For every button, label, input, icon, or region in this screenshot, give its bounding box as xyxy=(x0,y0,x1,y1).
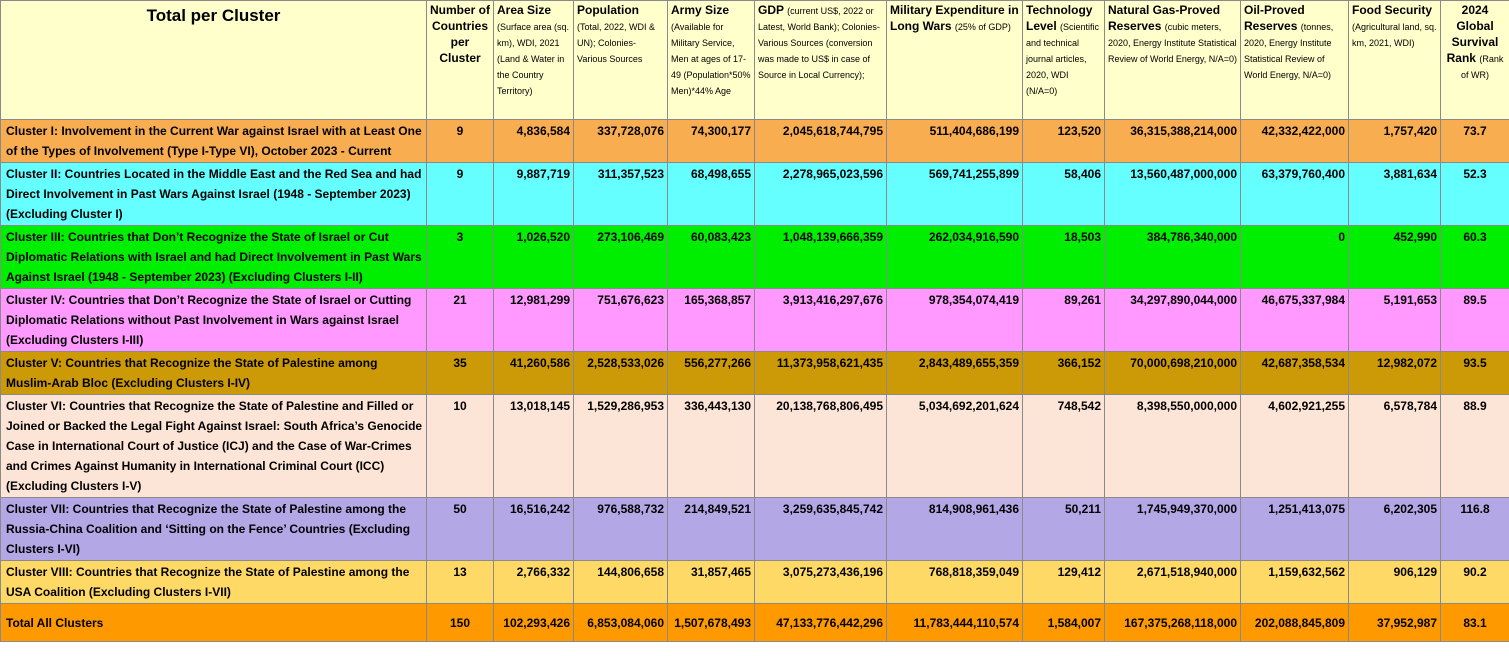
total-row xyxy=(1,604,1509,642)
army-cell: 68,498,655 xyxy=(668,163,755,226)
header-military-label: Military Expenditure in Long Wars xyxy=(890,3,1019,33)
survival-rank-cell: 83.1 xyxy=(1441,604,1509,642)
army-cell: 74,300,177 xyxy=(668,120,755,163)
gas-reserves-cell: 2,671,518,940,000 xyxy=(1105,561,1241,604)
army-cell: 31,857,465 xyxy=(668,561,755,604)
military-expenditure-cell: 262,034,916,590 xyxy=(887,226,1023,289)
survival-rank-cell: 73.7 xyxy=(1441,120,1509,163)
food-security-cell: 6,202,305 xyxy=(1349,498,1441,561)
gdp-cell: 2,278,965,023,596 xyxy=(755,163,887,226)
technology-cell: 129,412 xyxy=(1023,561,1105,604)
header-gas xyxy=(1105,1,1241,120)
technology-cell: 123,520 xyxy=(1023,120,1105,163)
oil-reserves-cell: 42,687,358,534 xyxy=(1241,352,1349,395)
area-cell: 2,766,332 xyxy=(494,561,574,604)
oil-reserves-cell: 1,251,413,075 xyxy=(1241,498,1349,561)
area-cell: 16,516,242 xyxy=(494,498,574,561)
technology-cell: 18,503 xyxy=(1023,226,1105,289)
cluster-name-cell: Cluster V: Countries that Recognize the State of Palestine among Muslim-Arab Bloc (Excluding Clusters I-IV) xyxy=(1,352,427,395)
country-count-cell: 13 xyxy=(427,561,494,604)
gdp-cell: 47,133,776,442,296 xyxy=(755,604,887,642)
oil-reserves-cell: 4,602,921,255 xyxy=(1241,395,1349,498)
cluster-row xyxy=(1,498,1509,561)
food-security-cell: 906,129 xyxy=(1349,561,1441,604)
country-count-cell: 35 xyxy=(427,352,494,395)
area-cell: 4,836,584 xyxy=(494,120,574,163)
technology-cell: 1,584,007 xyxy=(1023,604,1105,642)
gdp-cell: 2,045,618,744,795 xyxy=(755,120,887,163)
gas-reserves-cell: 36,315,388,214,000 xyxy=(1105,120,1241,163)
population-cell: 751,676,623 xyxy=(574,289,668,352)
population-cell: 976,588,732 xyxy=(574,498,668,561)
cluster-name-cell: Cluster VII: Countries that Recognize the State of Palestine among the Russia-China Coalition and ‘Sitting on the Fence’ Countries (Excluding Clusters I-VI) xyxy=(1,498,427,561)
gdp-cell: 1,048,139,666,359 xyxy=(755,226,887,289)
gdp-cell: 3,259,635,845,742 xyxy=(755,498,887,561)
food-security-cell: 452,990 xyxy=(1349,226,1441,289)
cluster-row xyxy=(1,226,1509,289)
header-area xyxy=(494,1,574,120)
cluster-row xyxy=(1,561,1509,604)
header-oil-sub: (tonnes, 2020, Energy Institute Statistical Review of World Energy, N/A=0) xyxy=(1244,22,1334,80)
cluster-row xyxy=(1,289,1509,352)
survival-rank-cell: 52.3 xyxy=(1441,163,1509,226)
food-security-cell: 12,982,072 xyxy=(1349,352,1441,395)
oil-reserves-cell: 46,675,337,984 xyxy=(1241,289,1349,352)
header-oil xyxy=(1241,1,1349,120)
gdp-cell: 20,138,768,806,495 xyxy=(755,395,887,498)
header-food xyxy=(1349,1,1441,120)
population-cell: 1,529,286,953 xyxy=(574,395,668,498)
header-army-sub: (Available for Military Service, Men at ages of 17-49 (Population*50% Men)*44% Age xyxy=(671,22,751,96)
header-population xyxy=(574,1,668,120)
header-gas-label: Natural Gas-Proved Reserves xyxy=(1108,3,1221,33)
food-security-cell: 6,578,784 xyxy=(1349,395,1441,498)
food-security-cell: 37,952,987 xyxy=(1349,604,1441,642)
food-security-cell: 5,191,653 xyxy=(1349,289,1441,352)
country-count-cell: 150 xyxy=(427,604,494,642)
army-cell: 556,277,266 xyxy=(668,352,755,395)
population-cell: 144,806,658 xyxy=(574,561,668,604)
army-cell: 214,849,521 xyxy=(668,498,755,561)
survival-rank-cell: 88.9 xyxy=(1441,395,1509,498)
food-security-cell: 1,757,420 xyxy=(1349,120,1441,163)
oil-reserves-cell: 0 xyxy=(1241,226,1349,289)
area-cell: 1,026,520 xyxy=(494,226,574,289)
cluster-row xyxy=(1,163,1509,226)
header-army-label: Army Size xyxy=(671,3,730,17)
military-expenditure-cell: 768,818,359,049 xyxy=(887,561,1023,604)
oil-reserves-cell: 63,379,760,400 xyxy=(1241,163,1349,226)
gas-reserves-cell: 13,560,487,000,000 xyxy=(1105,163,1241,226)
technology-cell: 748,542 xyxy=(1023,395,1105,498)
header-oil-label: Oil-Proved Reserves xyxy=(1244,3,1305,33)
gdp-cell: 11,373,958,621,435 xyxy=(755,352,887,395)
cluster-name-cell: Cluster IV: Countries that Don’t Recognize the State of Israel or Cutting Diplomatic Relations without Past Involvement in Wars against Israel (Excluding Clusters I-III) xyxy=(1,289,427,352)
food-security-cell: 3,881,634 xyxy=(1349,163,1441,226)
population-cell: 2,528,533,026 xyxy=(574,352,668,395)
country-count-cell: 9 xyxy=(427,120,494,163)
area-cell: 102,293,426 xyxy=(494,604,574,642)
header-area-sub: (Surface area (sq. km), WDI, 2021 (Land & Water in the Country Territory) xyxy=(497,22,570,96)
cluster-name-cell: Cluster VI: Countries that Recognize the State of Palestine and Filled or Joined or Backed the Legal Fight Against Israel: South Africa’s Genocide Case in International Court of Justice (ICJ) and the Case of War-Crimes and Crimes Against Humanity in International Criminal Court (ICC) (Excluding Clusters I-V) xyxy=(1,395,427,498)
military-expenditure-cell: 11,783,444,110,574 xyxy=(887,604,1023,642)
header-food-sub: (Agricultural land, sq. km, 2021, WDI) xyxy=(1352,22,1437,48)
gas-reserves-cell: 384,786,340,000 xyxy=(1105,226,1241,289)
header-food-label: Food Security xyxy=(1352,3,1433,17)
army-cell: 1,507,678,493 xyxy=(668,604,755,642)
header-gdp-sub: (current US$, 2022 or Latest, World Bank); Colonies-Various Sources (conversion was made to US$ in case of Source in Local Currency); xyxy=(758,6,880,80)
cluster-name-cell: Total All Clusters xyxy=(1,604,427,642)
country-count-cell: 10 xyxy=(427,395,494,498)
header-tech-label: Technology Level xyxy=(1026,3,1093,33)
header-military-sub: (25% of GDP) xyxy=(954,22,1011,32)
header-row xyxy=(1,1,1509,120)
gas-reserves-cell: 8,398,550,000,000 xyxy=(1105,395,1241,498)
header-tech-sub: (Scientific and technical journal articles, 2020, WDI (N/A=0) xyxy=(1026,22,1100,96)
header-population-sub: (Total, 2022, WDI & UN); Colonies-Various Sources xyxy=(577,22,656,64)
cluster-row xyxy=(1,395,1509,498)
technology-cell: 50,211 xyxy=(1023,498,1105,561)
country-count-cell: 9 xyxy=(427,163,494,226)
country-count-cell: 21 xyxy=(427,289,494,352)
military-expenditure-cell: 814,908,961,436 xyxy=(887,498,1023,561)
population-cell: 311,357,523 xyxy=(574,163,668,226)
technology-cell: 58,406 xyxy=(1023,163,1105,226)
cluster-name-cell: Cluster II: Countries Located in the Middle East and the Red Sea and had Direct Involvement in Past Wars Against Israel (1948 - September 2023) (Excluding Cluster I) xyxy=(1,163,427,226)
survival-rank-cell: 116.8 xyxy=(1441,498,1509,561)
header-survival-label: 2024 Global Survival Rank xyxy=(1446,3,1499,65)
cluster-row xyxy=(1,352,1509,395)
population-cell: 6,853,084,060 xyxy=(574,604,668,642)
survival-rank-cell: 89.5 xyxy=(1441,289,1509,352)
gdp-cell: 3,075,273,436,196 xyxy=(755,561,887,604)
army-cell: 165,368,857 xyxy=(668,289,755,352)
header-gdp xyxy=(755,1,887,120)
header-tech xyxy=(1023,1,1105,120)
header-survival-sub: (Rank of WR) xyxy=(1461,54,1504,80)
cluster-name-cell: Cluster I: Involvement in the Current War against Israel with at Least One of the Types of Involvement (Type I-Type VI), October 2023 - Current xyxy=(1,120,427,163)
population-cell: 337,728,076 xyxy=(574,120,668,163)
header-count: Number of Countries per Cluster xyxy=(427,1,494,120)
army-cell: 336,443,130 xyxy=(668,395,755,498)
technology-cell: 366,152 xyxy=(1023,352,1105,395)
technology-cell: 89,261 xyxy=(1023,289,1105,352)
cluster-row xyxy=(1,120,1509,163)
header-population-label: Population xyxy=(577,3,639,17)
cluster-name-cell: Cluster VIII: Countries that Recognize the State of Palestine among the USA Coalition (Excluding Clusters I-VII) xyxy=(1,561,427,604)
gas-reserves-cell: 34,297,890,044,000 xyxy=(1105,289,1241,352)
military-expenditure-cell: 511,404,686,199 xyxy=(887,120,1023,163)
oil-reserves-cell: 42,332,422,000 xyxy=(1241,120,1349,163)
gdp-cell: 3,913,416,297,676 xyxy=(755,289,887,352)
header-survival xyxy=(1441,1,1509,120)
header-military xyxy=(887,1,1023,120)
country-count-cell: 50 xyxy=(427,498,494,561)
header-area-label: Area Size xyxy=(497,3,552,17)
survival-rank-cell: 93.5 xyxy=(1441,352,1509,395)
military-expenditure-cell: 569,741,255,899 xyxy=(887,163,1023,226)
gas-reserves-cell: 70,000,698,210,000 xyxy=(1105,352,1241,395)
area-cell: 9,887,719 xyxy=(494,163,574,226)
survival-rank-cell: 60.3 xyxy=(1441,226,1509,289)
country-count-cell: 3 xyxy=(427,226,494,289)
header-gas-sub: (cubic meters, 2020, Energy Institute Statistical Review of World Energy, N/A=0) xyxy=(1108,22,1237,64)
military-expenditure-cell: 5,034,692,201,624 xyxy=(887,395,1023,498)
military-expenditure-cell: 2,843,489,655,359 xyxy=(887,352,1023,395)
oil-reserves-cell: 1,159,632,562 xyxy=(1241,561,1349,604)
survival-rank-cell: 90.2 xyxy=(1441,561,1509,604)
header-army xyxy=(668,1,755,120)
cluster-name-cell: Cluster III: Countries that Don’t Recognize the State of Israel or Cut Diplomatic Relations with Israel and had Direct Involvement in Past Wars Against Israel (1948 - September 2023) (Excluding Clusters I-II) xyxy=(1,226,427,289)
header-gdp-label: GDP xyxy=(758,3,784,17)
military-expenditure-cell: 978,354,074,419 xyxy=(887,289,1023,352)
gas-reserves-cell: 1,745,949,370,000 xyxy=(1105,498,1241,561)
area-cell: 41,260,586 xyxy=(494,352,574,395)
area-cell: 13,018,145 xyxy=(494,395,574,498)
oil-reserves-cell: 202,088,845,809 xyxy=(1241,604,1349,642)
population-cell: 273,106,469 xyxy=(574,226,668,289)
header-title: Total per Cluster xyxy=(1,1,427,120)
army-cell: 60,083,423 xyxy=(668,226,755,289)
gas-reserves-cell: 167,375,268,118,000 xyxy=(1105,604,1241,642)
area-cell: 12,981,299 xyxy=(494,289,574,352)
